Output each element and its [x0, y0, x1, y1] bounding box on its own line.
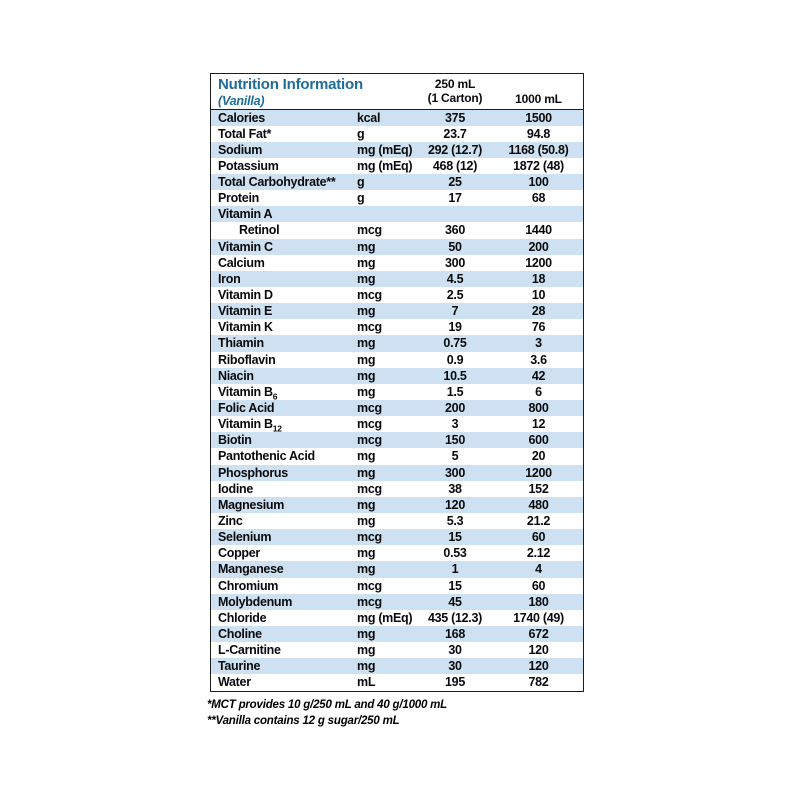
- nutrient-name: [211, 545, 357, 561]
- nutrient-name-text: Thiamin: [218, 336, 264, 351]
- nutrient-unit: mcg: [357, 530, 382, 545]
- nutrient-unit: mg: [357, 255, 376, 270]
- nutrient-unit: mg: [357, 659, 376, 674]
- table-row: [211, 529, 583, 545]
- nutrient-unit: mL: [357, 675, 376, 690]
- nutrient-unit: mg: [357, 562, 376, 577]
- nutrient-name: [211, 255, 357, 271]
- nutrient-name: [211, 658, 357, 674]
- value-250ml: 292 (12.7): [428, 142, 482, 157]
- nutrient-name-subscript: 12: [272, 423, 282, 434]
- table-row: [211, 335, 583, 351]
- table-subtitle-flavor: (Vanilla): [218, 94, 265, 108]
- value-250ml: 300: [445, 255, 465, 270]
- nutrient-unit: g: [357, 191, 365, 206]
- table-row: [211, 674, 583, 690]
- nutrient-unit: g: [357, 126, 365, 141]
- nutrient-unit: mcg: [357, 417, 382, 432]
- value-1000ml: 600: [528, 433, 549, 448]
- nutrient-unit: kcal: [357, 110, 381, 125]
- value-1000ml: 1200: [525, 255, 552, 270]
- value-250ml: 120: [445, 497, 465, 512]
- nutrient-name-text: Sodium: [218, 142, 263, 157]
- value-1000ml: 21.2: [526, 514, 551, 529]
- table-row: [211, 271, 583, 287]
- value-1000ml: 6: [535, 384, 542, 399]
- table-row: [211, 610, 583, 626]
- column-header-250ml-line2: (1 Carton): [427, 91, 483, 105]
- nutrient-name: [211, 610, 357, 626]
- nutrient-name-text: Riboflavin: [218, 352, 276, 367]
- value-250ml: 19: [448, 320, 462, 335]
- table-row: [211, 658, 583, 674]
- nutrient-name-text: Folic Acid: [218, 401, 275, 416]
- nutrient-name: [211, 513, 357, 529]
- nutrient-name-text: Vitamin B: [218, 384, 273, 399]
- nutrient-name: [211, 561, 357, 577]
- value-250ml: 25: [448, 175, 462, 190]
- nutrient-name: [211, 319, 357, 335]
- nutrient-name-text: Copper: [218, 546, 260, 561]
- value-1000ml: 1440: [525, 223, 552, 238]
- nutrient-name-text: Chloride: [218, 610, 267, 625]
- nutrient-name: [211, 110, 357, 126]
- nutrient-name-text: Phosphorus: [218, 465, 288, 480]
- nutrient-name-text: Vitamin B: [218, 417, 273, 432]
- nutrient-name-text: Total Carbohydrate**: [218, 175, 336, 190]
- value-1000ml: 180: [528, 594, 549, 609]
- table-row: [211, 626, 583, 642]
- table-title: Nutrition Information: [218, 76, 363, 93]
- nutrient-name-text: Total Fat*: [218, 126, 272, 141]
- nutrient-name: [211, 432, 357, 448]
- nutrient-name-text: Molybdenum: [218, 594, 293, 609]
- table-row: [211, 400, 583, 416]
- column-header-1000ml: 1000 mL: [515, 91, 562, 106]
- table-row: [211, 465, 583, 481]
- table-row: [211, 158, 583, 174]
- table-row: [211, 384, 583, 400]
- table-row: [211, 303, 583, 319]
- nutrient-name-text: Vitamin E: [218, 304, 273, 319]
- table-body: [211, 110, 583, 691]
- nutrient-unit: mg: [357, 497, 376, 512]
- value-250ml: 0.9: [446, 352, 464, 367]
- table-row: [211, 352, 583, 368]
- nutrient-name: [211, 529, 357, 545]
- nutrient-name: [211, 481, 357, 497]
- nutrient-name-text: Vitamin K: [218, 320, 273, 335]
- footnotes: [207, 698, 447, 729]
- nutrient-unit: mg (mEq): [357, 142, 413, 157]
- nutrient-name: [211, 126, 357, 142]
- value-250ml: 4.5: [446, 271, 464, 286]
- value-1000ml: [495, 206, 582, 222]
- value-1000ml: 68: [531, 191, 546, 206]
- nutrient-name-text: Taurine: [218, 659, 261, 674]
- value-1000ml: 60: [531, 578, 546, 593]
- table-row: [211, 190, 583, 206]
- value-250ml: 17: [448, 191, 462, 206]
- value-1000ml: 18: [531, 271, 546, 286]
- value-1000ml: 120: [528, 643, 549, 658]
- table-row: [211, 126, 583, 142]
- value-250ml: 435 (12.3): [428, 610, 482, 625]
- nutrient-unit: mg: [357, 546, 376, 561]
- value-1000ml: 1168 (50.8): [508, 142, 569, 157]
- value-1000ml: 94.8: [526, 126, 551, 141]
- value-250ml: 195: [445, 675, 465, 690]
- value-250ml: 38: [448, 481, 462, 496]
- table-row: [211, 642, 583, 658]
- nutrient-unit: mcg: [357, 288, 382, 303]
- nutrient-name: [211, 158, 357, 174]
- nutrient-unit: mg (mEq): [357, 158, 413, 173]
- value-1000ml: 3: [535, 336, 542, 351]
- nutrient-name-text: Potassium: [218, 158, 279, 173]
- nutrient-name-text: Retinol: [239, 223, 280, 238]
- value-250ml: 45: [448, 594, 462, 609]
- table-row: [211, 319, 583, 335]
- value-250ml: 0.53: [443, 546, 467, 561]
- value-250ml: 10.5: [443, 368, 467, 383]
- nutrient-name-text: Niacin: [218, 368, 254, 383]
- value-1000ml: 12: [531, 417, 546, 432]
- nutrient-name: [211, 335, 357, 351]
- table-row: [211, 545, 583, 561]
- value-250ml: 15: [448, 530, 462, 545]
- nutrient-unit: g: [357, 175, 365, 190]
- value-250ml: 30: [448, 643, 462, 658]
- nutrient-unit: mg: [357, 514, 376, 529]
- nutrient-name: [211, 142, 357, 158]
- nutrient-name: [211, 674, 357, 690]
- nutrient-unit: mg: [357, 304, 376, 319]
- value-250ml: 360: [445, 223, 465, 238]
- value-1000ml: 782: [528, 675, 549, 690]
- value-1000ml: 480: [528, 497, 549, 512]
- value-1000ml: 1872 (48): [513, 158, 564, 173]
- nutrient-unit: mcg: [357, 320, 382, 335]
- nutrient-name: [211, 594, 357, 610]
- table-row: [211, 416, 583, 432]
- value-250ml: 1: [451, 562, 459, 577]
- nutrient-unit: [357, 206, 415, 222]
- value-1000ml: 100: [528, 175, 549, 190]
- value-1000ml: 1200: [525, 465, 552, 480]
- table-row: [211, 206, 583, 222]
- value-250ml: 50: [448, 239, 462, 254]
- nutrient-name: [211, 642, 357, 658]
- value-250ml: 3: [451, 417, 459, 432]
- value-250ml: 0.75: [443, 336, 467, 351]
- nutrient-name: [211, 448, 357, 464]
- nutrient-name: [211, 206, 357, 222]
- nutrient-name: [211, 271, 357, 287]
- table-row: [211, 513, 583, 529]
- value-1000ml: 4: [535, 562, 542, 577]
- footnote-mct: *MCT provides 10 g/250 mL and 40 g/1000 mL: [207, 699, 448, 711]
- table-row: [211, 239, 583, 255]
- value-250ml: 30: [448, 659, 462, 674]
- nutrient-unit: mcg: [357, 578, 382, 593]
- value-250ml: 2.5: [446, 288, 464, 303]
- value-1000ml: 800: [528, 401, 549, 416]
- nutrient-name-text: Calories: [218, 110, 265, 125]
- nutrient-name: [211, 465, 357, 481]
- value-1000ml: 2.12: [526, 546, 551, 561]
- nutrient-name-text: Chromium: [218, 578, 279, 593]
- nutrient-name-text: Pantothenic Acid: [218, 449, 315, 464]
- table-row: [211, 142, 583, 158]
- value-1000ml: 3.6: [530, 352, 547, 367]
- nutrient-name: [211, 416, 357, 432]
- nutrient-unit: mg: [357, 352, 376, 367]
- value-250ml: 1.5: [446, 384, 464, 399]
- nutrient-unit: mg: [357, 239, 376, 254]
- nutrient-unit: mg: [357, 627, 376, 641]
- nutrient-unit: mg: [357, 384, 376, 399]
- nutrient-name-text: Water: [218, 675, 251, 690]
- nutrient-name: [211, 384, 357, 400]
- nutrient-unit: mcg: [357, 594, 382, 609]
- nutrient-name-text: Calcium: [218, 255, 265, 270]
- nutrient-name: [211, 174, 357, 190]
- value-250ml: 375: [445, 110, 465, 125]
- nutrient-name-text: Protein: [218, 191, 259, 206]
- nutrient-name-subscript: 6: [272, 391, 278, 402]
- nutrient-unit: mcg: [357, 481, 382, 496]
- value-1000ml: 42: [531, 368, 546, 383]
- nutrient-name-text: Selenium: [218, 530, 272, 545]
- value-1000ml: 1500: [525, 110, 552, 125]
- value-250ml: [415, 206, 495, 222]
- nutrient-name-text: Magnesium: [218, 497, 285, 512]
- table-row: [211, 368, 583, 384]
- value-250ml: 15: [448, 578, 462, 593]
- nutrient-name: [211, 190, 357, 206]
- value-250ml: 168: [445, 627, 465, 641]
- nutrient-name: [211, 368, 357, 384]
- nutrient-name: [211, 352, 357, 368]
- value-1000ml: 200: [528, 239, 549, 254]
- column-header-250ml-line1: 250 mL: [434, 76, 476, 91]
- nutrient-name-text: Vitamin D: [218, 288, 273, 303]
- nutrient-unit: mg: [357, 271, 376, 286]
- table-row: [211, 497, 583, 513]
- value-250ml: 5: [451, 449, 459, 464]
- table-row: [211, 174, 583, 190]
- table-row: [211, 561, 583, 577]
- nutrient-unit: mcg: [357, 223, 382, 238]
- table-row: [211, 594, 583, 610]
- value-1000ml: 60: [531, 530, 546, 545]
- nutrient-unit: mcg: [357, 401, 382, 416]
- value-1000ml: 10: [531, 288, 546, 303]
- nutrient-name: [211, 578, 357, 594]
- value-250ml: 468 (12): [432, 158, 478, 173]
- nutrient-name-text: Choline: [218, 627, 262, 641]
- value-1000ml: 28: [531, 304, 546, 319]
- nutrient-name-text: Biotin: [218, 433, 252, 448]
- nutrient-unit: mg: [357, 449, 376, 464]
- table-header: [211, 74, 583, 110]
- value-250ml: 7: [451, 304, 459, 319]
- nutrient-name-text: L-Carnitine: [218, 643, 281, 658]
- nutrient-name: [211, 239, 357, 255]
- nutrient-unit: mg: [357, 465, 376, 480]
- nutrient-unit: mg: [357, 336, 376, 351]
- value-1000ml: 672: [528, 627, 549, 641]
- nutrient-name-text: Vitamin C: [218, 239, 273, 254]
- table-row: [211, 448, 583, 464]
- nutrient-unit: mg (mEq): [357, 610, 413, 625]
- table-row: [211, 578, 583, 594]
- value-1000ml: 120: [528, 659, 549, 674]
- footnote-vanilla-sugar: **Vanilla contains 12 g sugar/250 mL: [207, 714, 400, 727]
- value-250ml: 300: [445, 465, 465, 480]
- nutrient-name: [211, 626, 357, 642]
- nutrient-name: [211, 303, 357, 319]
- nutrient-name: [211, 222, 357, 238]
- nutrient-name-text: Vitamin A: [218, 207, 273, 222]
- nutrient-name: [211, 497, 357, 513]
- nutrient-name-text: Manganese: [218, 562, 284, 577]
- nutrient-unit: mg: [357, 368, 376, 383]
- table-row: [211, 481, 583, 497]
- table-row: [211, 222, 583, 238]
- nutrient-name: [211, 287, 357, 303]
- nutrient-name-text: Iron: [218, 271, 241, 286]
- nutrient-name-text: Zinc: [218, 514, 243, 529]
- value-1000ml: 1740 (49): [513, 610, 564, 625]
- nutrient-unit: mcg: [357, 433, 382, 448]
- value-250ml: 23.7: [443, 126, 467, 141]
- value-250ml: 150: [445, 433, 465, 448]
- table-row: [211, 110, 583, 126]
- nutrition-table: [210, 73, 584, 692]
- table-row: [211, 287, 583, 303]
- nutrient-name-text: Iodine: [218, 481, 254, 496]
- nutrient-unit: mg: [357, 643, 376, 658]
- value-1000ml: 152: [528, 481, 549, 496]
- table-row: [211, 432, 583, 448]
- value-1000ml: 20: [531, 449, 546, 464]
- nutrient-name: [211, 400, 357, 416]
- table-row: [211, 255, 583, 271]
- value-250ml: 200: [445, 401, 465, 416]
- value-1000ml: 76: [531, 320, 546, 335]
- value-250ml: 5.3: [446, 514, 464, 529]
- column-header-250ml: [415, 77, 495, 106]
